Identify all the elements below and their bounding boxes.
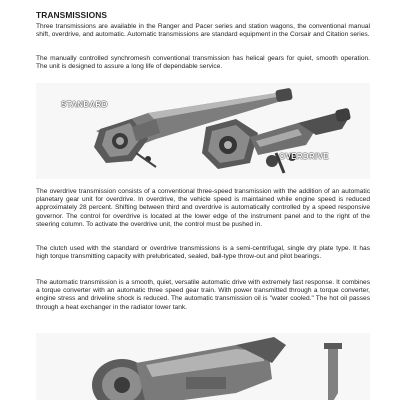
section-heading: TRANSMISSIONS bbox=[36, 10, 108, 20]
automatic-transmission-paragraph: The automatic transmission is a smooth, quiet, versatile automatic drive with extremely fast response. It combines a torque converter with an automatic three speed gear train. With power transmitted through a torque converter, engine stress and driveline shock is reduced. The automatic transmission oil is "water cooled." The hot oil passes through a heat exchanger in the radiator lower tank. bbox=[36, 279, 370, 311]
automatic-transmission-photo bbox=[36, 333, 370, 400]
overdrive-label: OVERDRIVE bbox=[279, 152, 329, 161]
manual-transmission-paragraph: The manually controlled synchromesh conventional transmission has helical gears for quiet, smooth operation. The unit is designed to assure a long life of dependable service. bbox=[36, 55, 370, 71]
clutch-paragraph: The clutch used with the standard or overdrive transmissions is a semi-centrifugal, single dry plate type. It has high torque transmitting capacity with prelubricated, sealed, ball-type throw-out and pilot bearings. bbox=[36, 245, 370, 261]
automatic-transmission-illustration bbox=[36, 333, 370, 400]
standard-label: STANDARD bbox=[61, 100, 108, 109]
transmissions-illustration bbox=[36, 83, 370, 179]
overdrive-paragraph: The overdrive transmission consists of a conventional three-speed transmission with the addition of an automatic planetary gear unit for overdrive. In overdrive, the vehicle speed is maintained while engine speed is reduced approximately 28 percent. Shifting between third and overdrive is automatically controlled by a speed responsive governor. The control for overdrive is located at the lower edge of the instrument panel and to the right of the steering column. To activate the overdrive unit, the control must be pushed in. bbox=[36, 188, 370, 228]
transmissions-photo bbox=[36, 83, 370, 179]
intro-paragraph: Three transmissions are available in the Ranger and Pacer series and station wagons, the conventional manual shift, overdrive, and automatic. Automatic transmissions are standard equipment in the Corsair and Citation series. bbox=[36, 23, 370, 39]
